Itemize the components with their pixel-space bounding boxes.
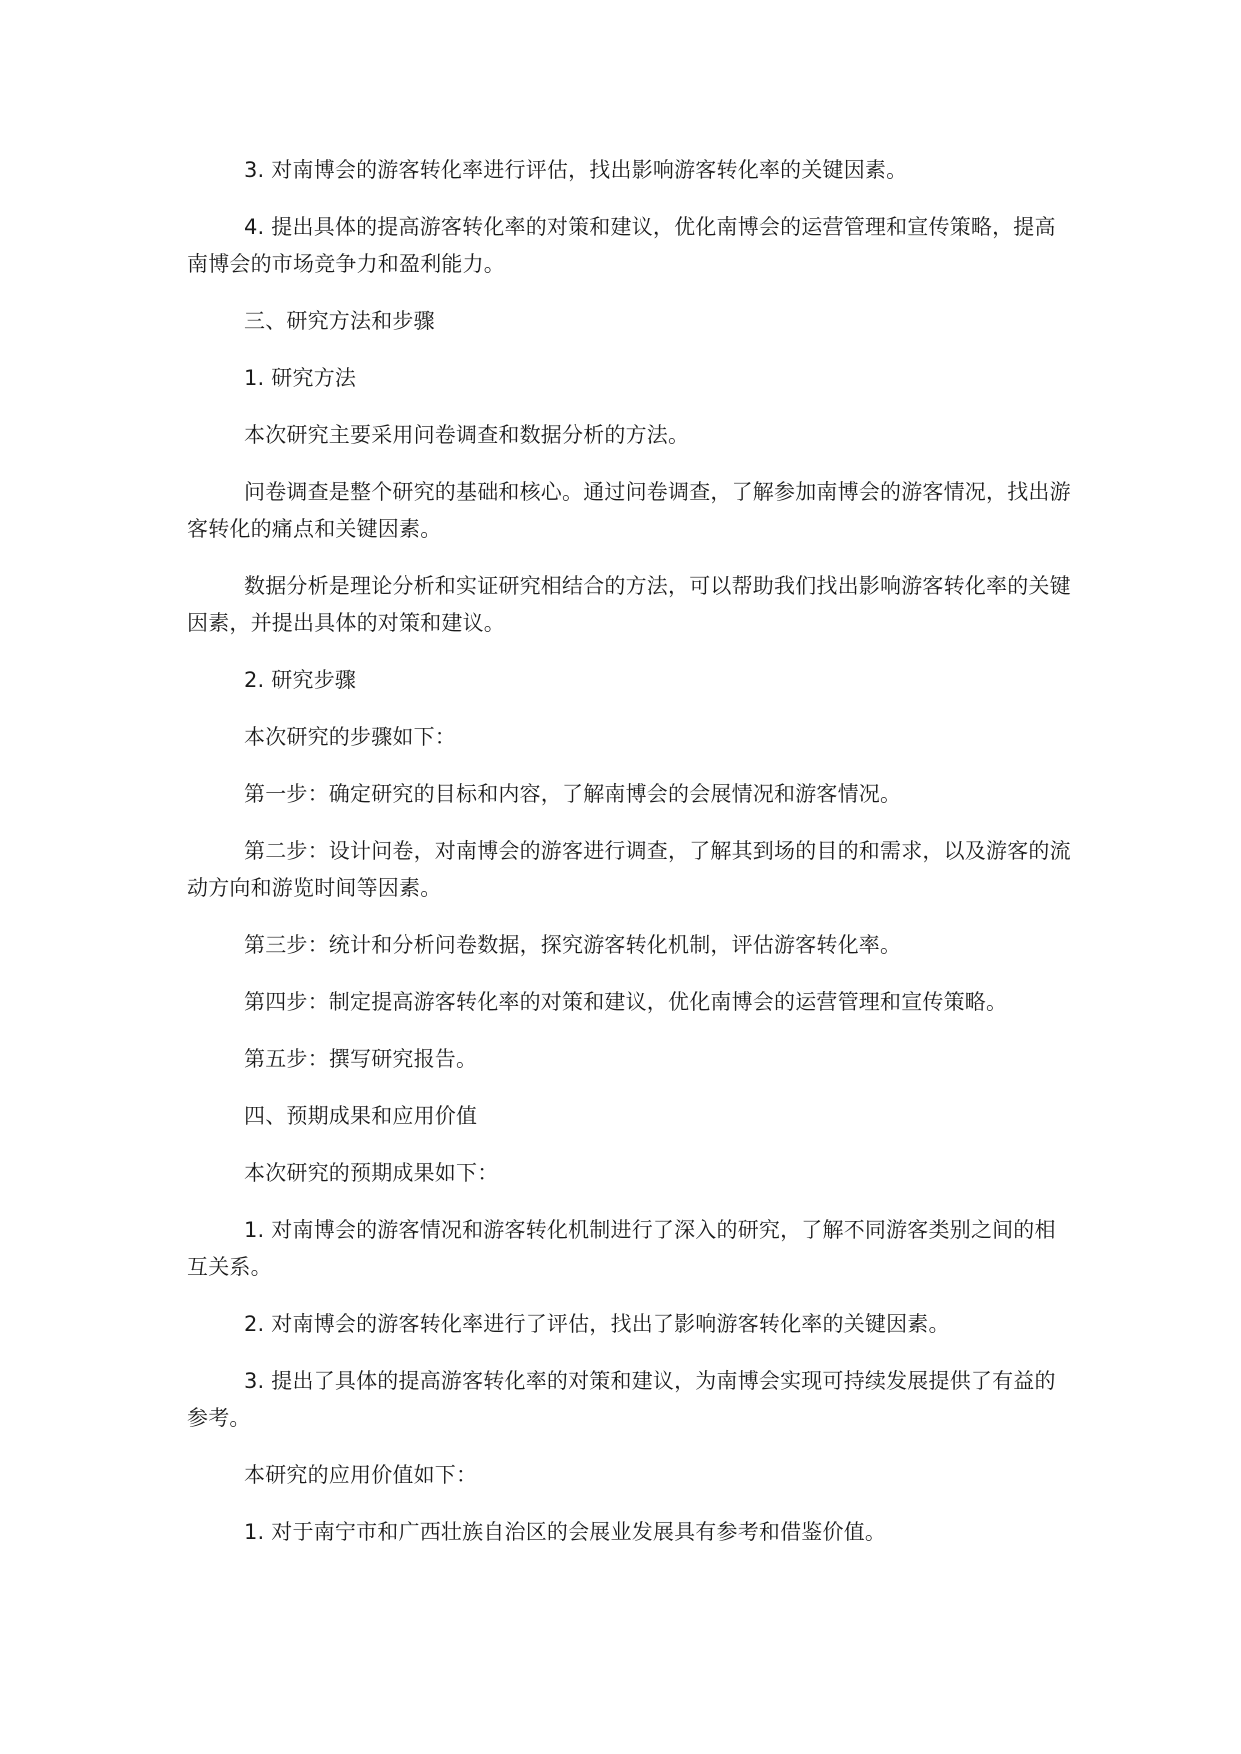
paragraph-method-intro: 本次研究主要采用问卷调查和数据分析的方法。: [244, 423, 690, 447]
paragraph-list-item-3: 3. 对南博会的游客转化率进行评估，找出影响游客转化率的关键因素。: [244, 158, 908, 182]
section-heading-4: 四、预期成果和应用价值: [244, 1104, 478, 1128]
paragraph-outcome-1: 1. 对南博会的游客情况和游客转化机制进行了深入的研究，了解不同游客类别之间的相互关系。: [187, 1218, 1056, 1279]
paragraph-step-1: 第一步：确定研究的目标和内容，了解南博会的会展情况和游客情况。: [244, 782, 902, 806]
paragraph-step-3: 第三步：统计和分析问卷数据，探究游客转化机制，评估游客转化率。: [244, 933, 902, 957]
paragraph-questionnaire: 问卷调查是整个研究的基础和核心。通过问卷调查，了解参加南博会的游客情况，找出游客转化的痛点和关键因素。: [187, 480, 1071, 541]
subheading-research-method: 1. 研究方法: [244, 366, 357, 390]
paragraph-data-analysis: 数据分析是理论分析和实证研究相结合的方法，可以帮助我们找出影响游客转化率的关键因素，并提出具体的对策和建议。: [187, 574, 1071, 635]
paragraph-outcomes-intro: 本次研究的预期成果如下：: [244, 1161, 499, 1185]
paragraph-value-1: 1. 对于南宁市和广西壮族自治区的会展业发展具有参考和借鉴价值。: [244, 1520, 887, 1544]
paragraph-list-item-4: 4. 提出具体的提高游客转化率的对策和建议，优化南博会的运营管理和宣传策略，提高南博会的市场竞争力和盈利能力。: [187, 215, 1056, 276]
paragraph-outcome-2: 2. 对南博会的游客转化率进行了评估，找出了影响游客转化率的关键因素。: [244, 1312, 950, 1336]
paragraph-step-2: 第二步：设计问卷，对南博会的游客进行调查，了解其到场的目的和需求，以及游客的流动方向和游览时间等因素。: [187, 839, 1071, 900]
section-heading-3: 三、研究方法和步骤: [244, 309, 435, 333]
paragraph-step-5: 第五步：撰写研究报告。: [244, 1047, 478, 1071]
paragraph-step-4: 第四步：制定提高游客转化率的对策和建议，优化南博会的运营管理和宣传策略。: [244, 990, 1008, 1014]
paragraph-value-intro: 本研究的应用价值如下：: [244, 1463, 478, 1487]
paragraph-outcome-3: 3. 提出了具体的提高游客转化率的对策和建议，为南博会实现可持续发展提供了有益的参考。: [187, 1369, 1056, 1430]
paragraph-steps-intro: 本次研究的步骤如下：: [244, 725, 456, 749]
subheading-research-steps: 2. 研究步骤: [244, 668, 357, 692]
document-body: [187, 152, 1072, 1571]
